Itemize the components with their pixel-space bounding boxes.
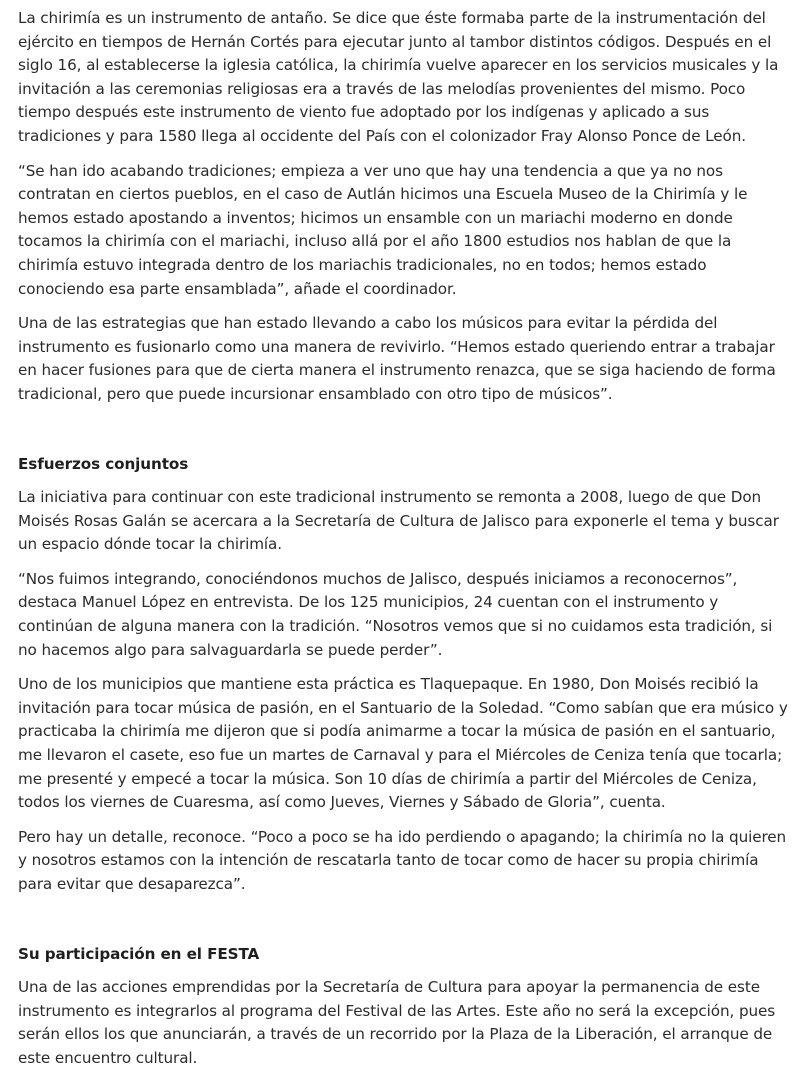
section-spacer xyxy=(18,418,788,453)
article-body xyxy=(18,7,788,1082)
section-spacer xyxy=(18,908,788,943)
article-paragraph: “Se han ido acabando tradiciones; empieza a ver uno que hay una tendencia a que ya no nos contratan en ciertos pueblos, en el caso de Autlán hicimos una Escuela Museo de la Chirimía y le hemos estado apostando a inventos; hicimos un ensamble con un mariachi moderno en donde tocamos la chirimía con el mariachi, incluso allá por el año 1800 estudios nos hablan de que la chirimía estuvo integrada dentro de los mariachis tradicionales, no en todos; hemos estado conociendo esa parte ensamblada”, añade el coordinador. xyxy=(18,161,748,298)
section-heading-esfuerzos: Esfuerzos conjuntos xyxy=(18,454,189,473)
article-paragraph: Una de las estrategias que han estado llevando a cabo los músicos para evitar la pérdida del instrumento es fusionarlo como una manera de revivirlo. “Hemos estado queriendo entrar a trabajar en hacer fusiones para que de cierta manera el instrumento renazca, que se siga haciendo de forma tradicional, pero que puede incursionar ensamblado con otro tipo de músicos”. xyxy=(18,314,776,403)
article-paragraph: Uno de los municipios que mantiene esta práctica es Tlaquepaque. En 1980, Don Moisés recibió la invitación para tocar música de pasión, en el Santuario de la Soledad. “Como sabían que era músico y practicaba la chirimía me dijeron que si podía animarme a tocar la música de pasión en el santuario, me llevaron el casete, eso fue un martes de Carnaval y para el Miércoles de Ceniza tenía que tocarla; me presenté y empecé a tocar la música. Son 10 días de chirimía a partir del Miércoles de Ceniza, todos los viernes de Cuaresma, así como Jueves, Viernes y Sábado de Gloria”, cuenta. xyxy=(18,675,788,812)
article-paragraph: La chirimía es un instrumento de antaño. Se dice que éste formaba parte de la instrumentación del ejército en tiempos de Hernán Cortés para ejecutar junto al tambor distintos códigos. Después en el siglo 16, al establecerse la iglesia católica, la chirimía vuelve aparecer en los servicios musicales y la invitación a las ceremonias religiosas era a través de las melodías provenientes del mismo. Poco tiempo después este instrumento de viento fue adoptado por los indígenas y aplicado a sus tradiciones y para 1580 llega al occidente del País con el colonizador Fray Alonso Ponce de León. xyxy=(18,9,779,145)
article-paragraph: “Nos fuimos integrando, conociéndonos muchos de Jalisco, después iniciamos a reconocernos”, destaca Manuel López en entrevista. De los 125 municipios, 24 cuentan con el instrumento y continúan de alguna manera con la tradición. “Nosotros vemos que si no cuidamos esta tradición, si no hacemos algo para salvaguardarla se puede perder”. xyxy=(18,569,773,659)
article-paragraph: Pero hay un detalle, reconoce. “Poco a poco se ha ido perdiendo o apagando; la chirimía no la quieren y nosotros estamos con la intención de rescatarla tanto de tocar como de hacer su propia chirimía para evitar que desaparezca”. xyxy=(18,827,787,893)
article-paragraph: La iniciativa para continuar con este tradicional instrumento se remonta a 2008, luego de que Don Moisés Rosas Galán se acercara a la Secretaría de Cultura de Jalisco para exponerle el tema y buscar un espacio dónde tocar la chirimía. xyxy=(18,488,779,554)
article-paragraph: Una de las acciones emprendidas por la Secretaría de Cultura para apoyar la permanencia de este instrumento es integrarlos al programa del Festival de las Artes. Este año no será la excepción, pues serán ellos los que anunciarán, a través de un recorrido por la Plaza de la Liberación, el arranque de este encuentro cultural. xyxy=(18,978,776,1067)
section-heading-festa: Su participación en el FESTA xyxy=(18,944,260,963)
